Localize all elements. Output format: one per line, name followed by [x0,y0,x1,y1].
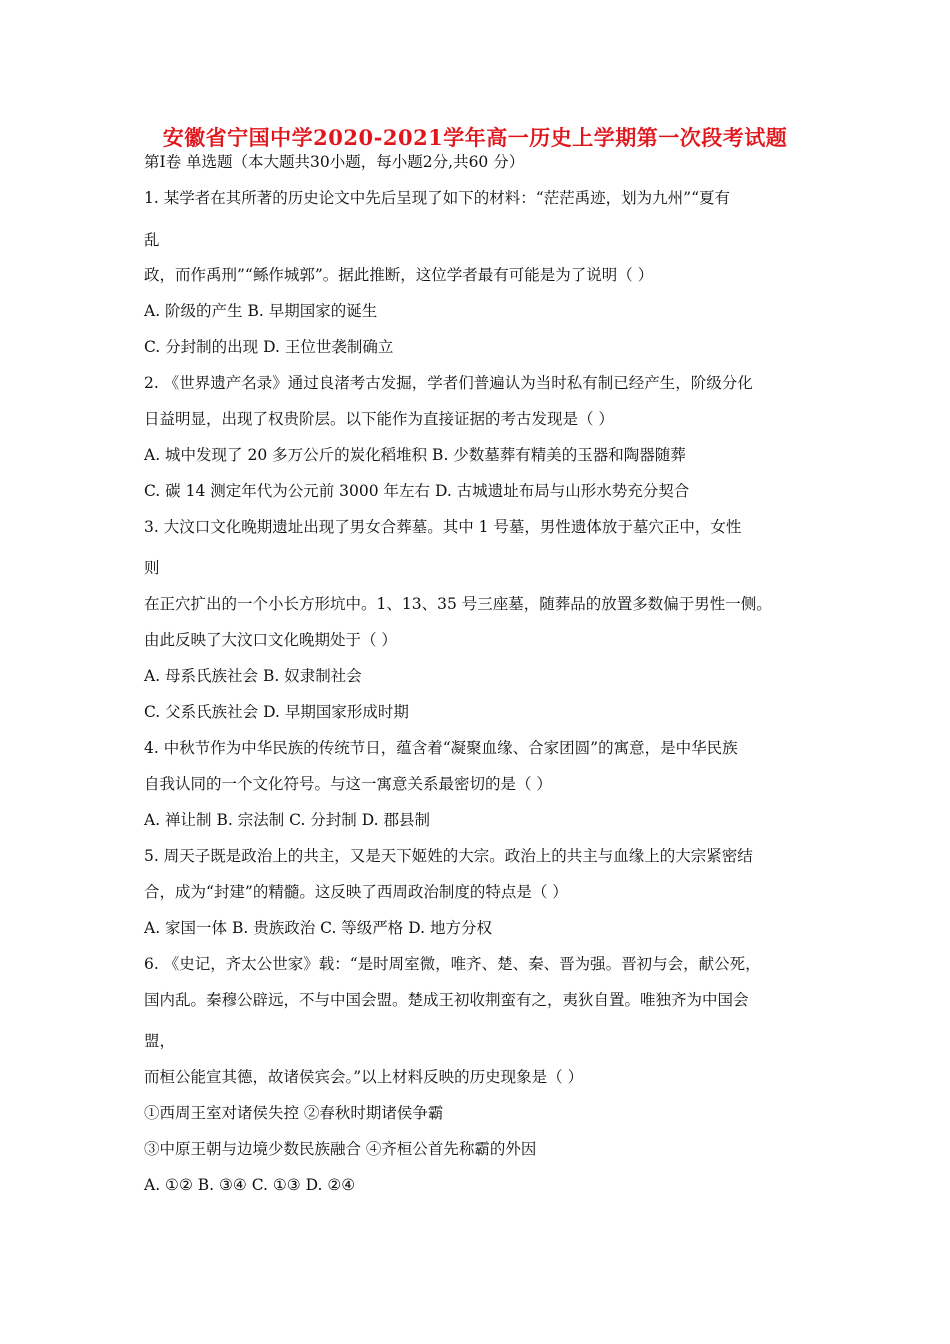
question-1-stem-line-2: 乱 [144,231,160,249]
question-6-stem-line-2: 国内乱。秦穆公辟远，不与中国会盟。楚成王初收荆蛮有之，夷狄自置。唯独齐为中国会 [144,991,749,1009]
question-1-stem-line-3: 政，而作禹刑”“鲧作城郭”。据此推断，这位学者最有可能是为了说明（ ） [144,266,654,284]
question-3-stem-line-3: 在正穴扩出的一个小长方形坑中。1、13、35 号三座墓，随葬品的放置多数偏于男性一侧。 [144,595,772,613]
question-5-stem-line-1: 5. 周天子既是政治上的共主，又是天下姬姓的大宗。政治上的共主与血缘上的大宗紧密结 [144,847,753,865]
question-6-stem-line-4: 而桓公能宣其德，故诸侯宾会。”以上材料反映的历史现象是（ ） [144,1068,584,1086]
question-1-options-cd: C. 分封制的出现 D. 王位世袭制确立 [144,338,394,356]
question-1-options-ab: A. 阶级的产生 B. 早期国家的诞生 [144,302,378,320]
document-title: 安徽省宁国中学2020-2021学年高一历史上学期第一次段考试题 [162,125,788,150]
question-6-statements-34: ③中原王朝与边境少数民族融合 ④齐桓公首先称霸的外因 [144,1140,537,1158]
question-3-stem-line-2: 则 [144,559,160,577]
question-2-stem-line-2: 日益明显，出现了权贵阶层。以下能作为直接证据的考古发现是（ ） [144,410,614,428]
question-4-stem-line-2: 自我认同的一个文化符号。与这一寓意关系最密切的是（ ） [144,775,552,793]
question-5-stem-line-2: 合，成为“封建”的精髓。这反映了西周政治制度的特点是（ ） [144,883,568,901]
question-1-stem-line-1: 1. 某学者在其所著的历史论文中先后呈现了如下的材料：“茫茫禹迹，划为九州”“夏有 [144,189,730,207]
question-2-options-cd: C. 碳 14 测定年代为公元前 3000 年左右 D. 古城遗址布局与山形水势充分契合 [144,482,690,500]
section-header: 第Ⅰ卷 单选题（本大题共30小题，每小题2分,共60 分） [144,153,525,171]
question-3-options-cd: C. 父系氏族社会 D. 早期国家形成时期 [144,703,409,721]
question-3-stem-line-1: 3. 大汶口文化晚期遗址出现了男女合葬墓。其中 1 号墓，男性遗体放于墓穴正中，女性 [144,518,742,536]
question-6-stem-line-1: 6. 《史记，齐太公世家》载：“是时周室微，唯齐、楚、秦、晋为强。晋初与会，献公死， [144,955,761,973]
question-2-options-ab: A. 城中发现了 20 多万公斤的炭化稻堆积 B. 少数墓葬有精美的玉器和陶器随葬 [144,446,686,464]
question-3-options-ab: A. 母系氏族社会 B. 奴隶制社会 [144,667,362,685]
question-6-options: A. ①② B. ③④ C. ①③ D. ②④ [144,1176,356,1194]
question-4-options: A. 禅让制 B. 宗法制 C. 分封制 D. 郡县制 [144,811,430,829]
question-5-options: A. 家国一体 B. 贵族政治 C. 等级严格 D. 地方分权 [144,919,492,937]
question-6-stem-line-3: 盟， [144,1032,176,1050]
question-3-stem-line-4: 由此反映了大汶口文化晚期处于（ ） [144,631,397,649]
question-2-stem-line-1: 2. 《世界遗产名录》通过良渚考古发掘，学者们普遍认为当时私有制已经产生，阶级分化 [144,374,753,392]
question-4-stem-line-1: 4. 中秋节作为中华民族的传统节日，蕴含着“凝聚血缘、合家团圆”的寓意，是中华民族 [144,739,738,757]
question-6-statements-12: ①西周王室对诸侯失控 ②春秋时期诸侯争霸 [144,1104,444,1122]
